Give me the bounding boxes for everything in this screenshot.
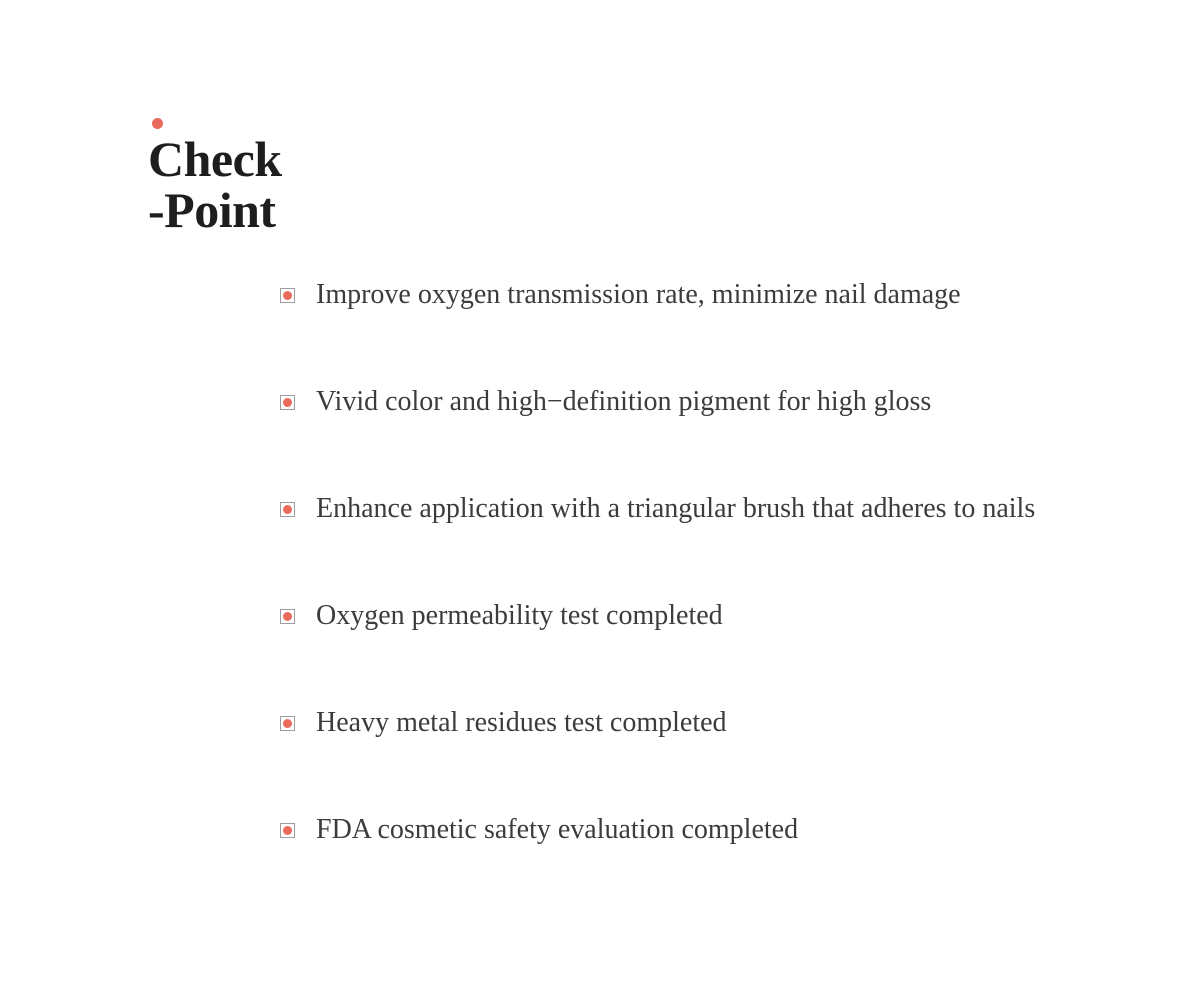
bullet-dot-icon — [283, 398, 292, 407]
bullet-dot-icon — [283, 826, 292, 835]
list-item — [280, 705, 1035, 741]
page-title-line-2: -Point — [148, 182, 276, 238]
square-dot-bullet-icon — [280, 823, 295, 838]
bullet-dot-icon — [283, 612, 292, 621]
page-title-line-1: Check — [148, 131, 282, 187]
list-item — [280, 491, 1035, 527]
accent-dot-icon — [152, 118, 163, 129]
square-dot-bullet-icon — [280, 609, 295, 624]
list-item — [280, 384, 1035, 420]
checkpoint-text: Oxygen permeability test completed — [316, 600, 723, 631]
square-dot-bullet-icon — [280, 395, 295, 410]
square-dot-bullet-icon — [280, 502, 295, 517]
bullet-dot-icon — [283, 505, 292, 514]
list-item — [280, 277, 1035, 313]
bullet-dot-icon — [283, 719, 292, 728]
checkpoint-text: Vivid color and high−definition pigment for high gloss — [316, 386, 932, 417]
page-title — [148, 131, 282, 238]
square-dot-bullet-icon — [280, 716, 295, 731]
list-item — [280, 598, 1035, 634]
checkpoint-text: Improve oxygen transmission rate, minimize nail damage — [316, 279, 961, 310]
checkpoint-text: Enhance application with a triangular brush that adheres to nails — [316, 493, 1036, 524]
list-item — [280, 812, 1035, 848]
square-dot-bullet-icon — [280, 288, 295, 303]
checkpoint-list — [280, 277, 1035, 848]
bullet-dot-icon — [283, 291, 292, 300]
checkpoint-text: FDA cosmetic safety evaluation completed — [316, 814, 799, 845]
checkpoint-text: Heavy metal residues test completed — [316, 707, 727, 738]
